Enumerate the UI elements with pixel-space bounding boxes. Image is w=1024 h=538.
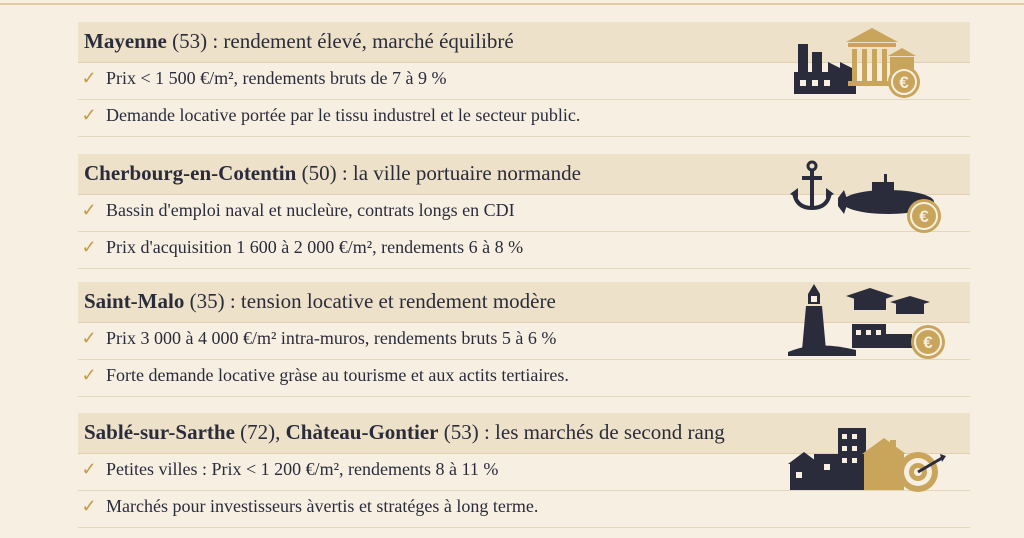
- check-icon: ✓: [81, 496, 97, 516]
- section-title: Cherbourg-en-Cotentin (50) : la ville portuaire normande: [84, 161, 581, 185]
- check-icon: ✓: [81, 328, 97, 348]
- check-icon: ✓: [81, 68, 97, 88]
- svg-text:€: €: [919, 207, 929, 226]
- lighthouse-graduation-euro-icon: [786, 280, 948, 362]
- check-icon: ✓: [81, 365, 97, 385]
- section-title: Sablé-sur-Sarthe (72), Chàteau-Gontier (53) : les marchés de second rang: [84, 420, 725, 444]
- list-item: ✓ Prix < 1 500 €/m², rendements bruts de 7 à 9 %: [78, 63, 970, 100]
- factory-bank-euro-icon: [790, 22, 940, 100]
- check-icon: ✓: [81, 459, 97, 479]
- svg-text:€: €: [899, 73, 909, 92]
- top-rule: [0, 3, 1024, 5]
- list-item: ✓ Prix d'acquisition 1 600 à 2 000 €/m², rendements 6 à 8 %: [78, 232, 970, 269]
- list-item: ✓ Forte demande locative gràse au tourisme et aux actits tertiaires.: [78, 360, 970, 397]
- check-icon: ✓: [81, 237, 97, 257]
- section-title: Mayenne (53) : rendement élevé, marché équilibré: [84, 29, 514, 53]
- list-item: ✓ Petites villes : Prix < 1 200 €/m², rendements 8 à 11 %: [78, 454, 970, 491]
- check-icon: ✓: [81, 105, 97, 125]
- list-item: ✓ Bassin d'emploi naval et nucleùre, contrats longs en CDI: [78, 195, 970, 232]
- anchor-submarine-euro-icon: [788, 158, 948, 238]
- list-item: ✓ Marchés pour investisseurs àvertis et stratéges à long terme.: [78, 491, 970, 528]
- list-item: ✓ Prix 3 000 à 4 000 €/m² intra-muros, rendements bruts 5 à 6 %: [78, 323, 970, 360]
- houses-target-icon: [784, 424, 948, 500]
- section-title: Saint-Malo (35) : tension locative et rendement modère: [84, 289, 556, 313]
- check-icon: ✓: [81, 200, 97, 220]
- list-item: ✓ Demande locative portée par le tissu industrel et le secteur public.: [78, 100, 970, 137]
- svg-text:€: €: [923, 333, 933, 352]
